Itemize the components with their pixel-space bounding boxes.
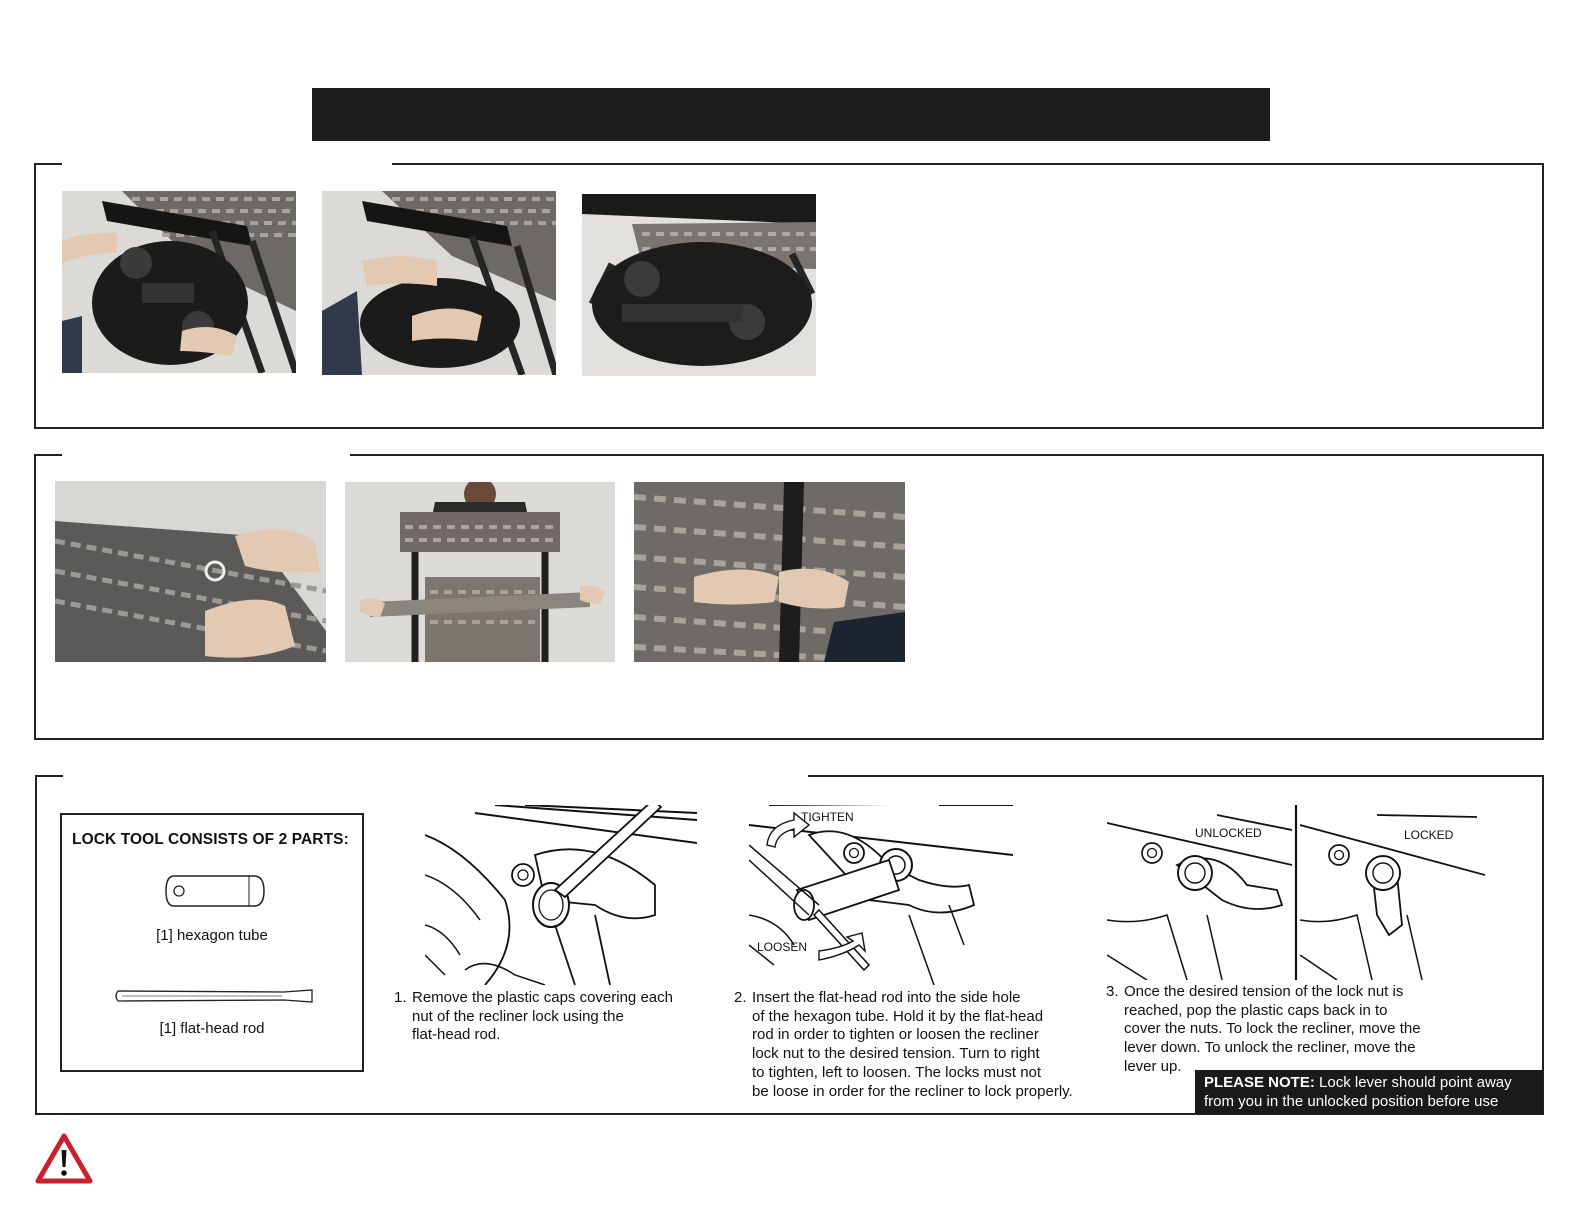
- tray-photo-2: [322, 191, 556, 375]
- warning-triangle-icon: [35, 1133, 93, 1185]
- pillow-photo-1: [55, 481, 326, 662]
- step-3-line-1: Once the desired tension of the lock nut is: [1124, 983, 1404, 1000]
- diagram-remove-caps: [425, 805, 697, 985]
- diagram-lock-positions: [1107, 805, 1485, 980]
- flat-head-rod-icon: [114, 985, 316, 1007]
- step-2-line-2: of the hexagon tube. Hold it by the flat-head: [752, 1007, 1044, 1025]
- locked-label: LOCKED: [1404, 828, 1454, 842]
- lock-tool-heading: LOCK TOOL CONSISTS OF 2 PARTS:: [72, 831, 349, 848]
- step-1-line-1: Remove the plastic caps covering each: [412, 989, 673, 1006]
- diagram-tighten-loosen: [749, 805, 1013, 985]
- hexagon-tube-label: [1] hexagon tube: [156, 927, 268, 944]
- step-3-line-4: lever down. To unlock the recliner, move the: [1124, 1039, 1416, 1057]
- unlocked-label: UNLOCKED: [1195, 826, 1262, 840]
- hexagon-tube-icon: [164, 873, 266, 909]
- please-note-line-2: from you in the unlocked position before use: [1204, 1093, 1499, 1110]
- title-bar: [312, 88, 1270, 141]
- step-3-number: 3.: [1106, 983, 1119, 1000]
- step-2-line-3: rod in order to tighten or loosen the recliner: [752, 1026, 1039, 1044]
- step-2-line-1: Insert the flat-head rod into the side hole: [752, 989, 1021, 1006]
- step-3-line-2: reached, pop the plastic caps back in to: [1124, 1001, 1388, 1019]
- step-2-number: 2.: [734, 989, 747, 1006]
- pillow-photo-2: [345, 482, 615, 662]
- step-2-line-4: lock nut to the desired tension. Turn to right: [752, 1045, 1040, 1063]
- step-3-line-3: cover the nuts. To lock the recliner, move the: [1124, 1020, 1421, 1038]
- step-1-line-3: flat-head rod.: [412, 1026, 501, 1044]
- lock-tool-box: [60, 813, 364, 1072]
- step-2-line-5: to tighten, left to loosen. The locks must not: [752, 1063, 1042, 1081]
- flat-head-rod-label: [1] flat-head rod: [159, 1020, 265, 1037]
- step-2: [734, 989, 1104, 1105]
- step-3-line-5: lever up.: [1124, 1057, 1182, 1075]
- tray-photo-1: [62, 191, 296, 373]
- loosen-label: LOOSEN: [757, 940, 808, 954]
- step-2-line-6: be loose in order for the recliner to lock properly.: [752, 1082, 1073, 1100]
- please-note-box: [1195, 1070, 1543, 1114]
- pillow-photo-3: [634, 482, 905, 662]
- tighten-label: TIGHTEN: [801, 810, 854, 824]
- tray-photo-3: [582, 194, 816, 376]
- please-note-line-1: Lock lever should point away: [1314, 1074, 1512, 1091]
- step-1-line-2: nut of the recliner lock using the: [412, 1007, 624, 1025]
- step-1: [394, 989, 714, 1049]
- please-note-label: PLEASE NOTE:: [1204, 1074, 1315, 1091]
- step-1-number: 1.: [394, 989, 407, 1006]
- step-3: [1106, 983, 1456, 1079]
